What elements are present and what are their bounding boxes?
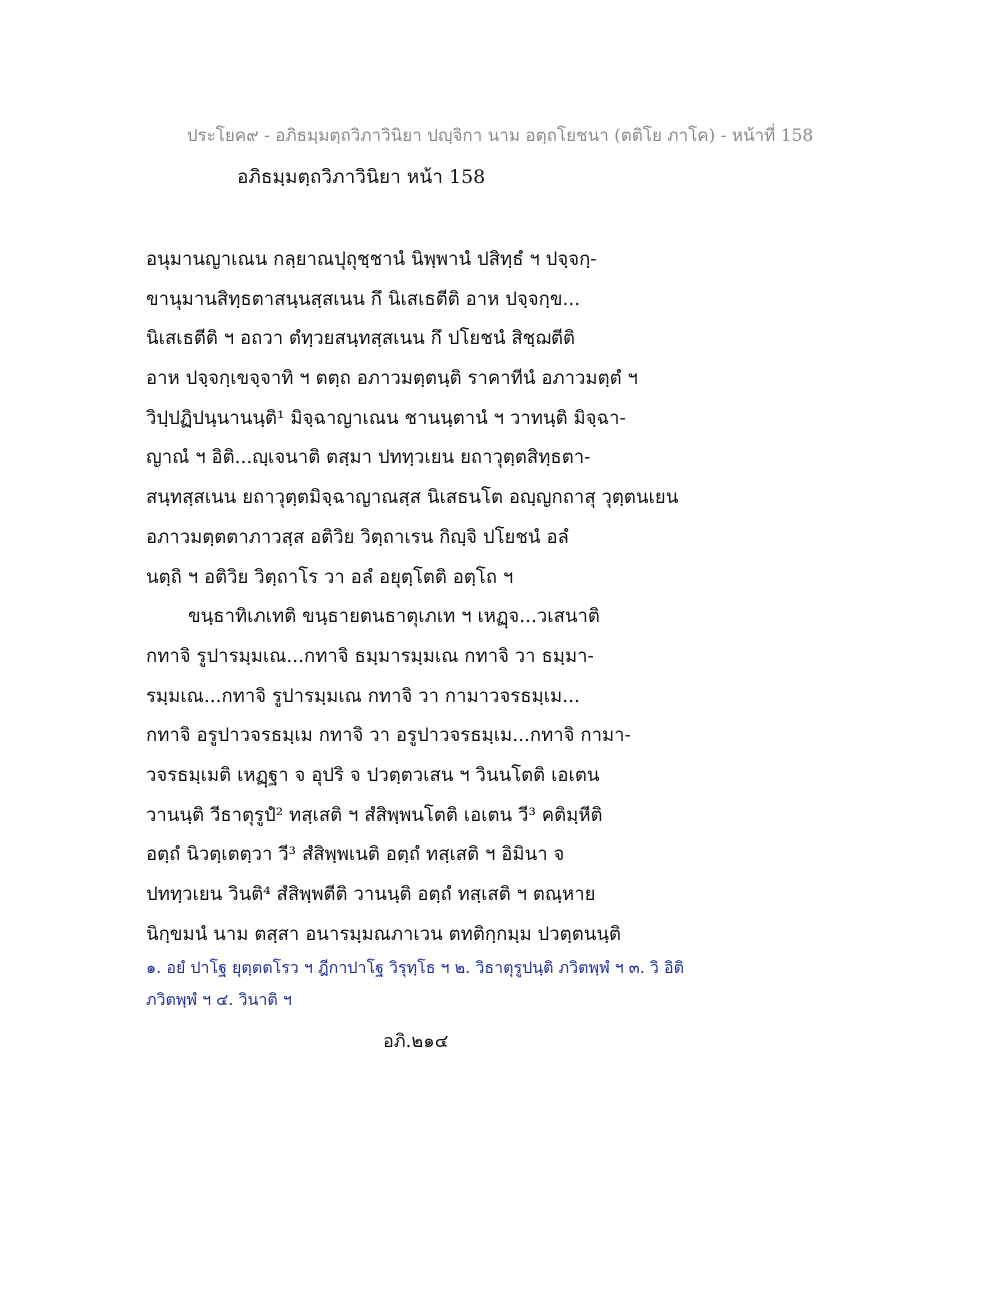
body-line: กทาจิ รูปารมฺมเณ...กทาจิ ธมฺมารมฺมเณ กทาจิ วา ธมฺมา- [146, 645, 594, 667]
body-line: ปททฺวเยน วินติ⁴ สํสิพฺพตีติ วานนฺติ อตฺถํ ทสฺเสติ ฯ ตณฺหาย [146, 884, 596, 905]
body-line: ญาณํ ฯ อิติ...ญฺเจนาติ ตสฺมา ปททฺวเยน ยถาวุตฺตสิทฺธตา- [146, 447, 591, 469]
running-title: ประโยค๙ - อภิธมฺมตฺถวิภาวินิยา ปญฺจิกา นาม อตฺถโยชนา (ตติโย ภาโค) - หน้าที่ 158 [186, 126, 814, 146]
body-line: วิปฺปฏิปนฺนานนฺติ¹ มิจฺฉาญาเณน ชานนฺตานํ ฯ วาทนฺติ มิจฺฉา- [146, 407, 626, 429]
body-line: สนฺทสฺสเนน ยถาวุตฺตมิจฺฉาญาณสฺส นิเสธนโต อญฺญกถาสุ วุตฺตนเยน [146, 487, 679, 509]
body-line: นิเสเธตีติ ฯ อถวา ตํทฺวยสนฺทสฺสเนน กึ ปโยชนํ สิชฺฌตีติ [146, 328, 576, 350]
body-line-paragraph-start: ขนฺธาทิเภเทติ ขนฺธายตนธาตุเภเท ฯ เหฏฺจ...วเสนาติ [188, 606, 600, 628]
body-line: วจรธมฺเมติ เหฏฺฐา จ อุปริ จ ปวตฺตวเสน ฯ วินนโตติ เอเตน [146, 764, 600, 786]
body-line: อภาวมตฺตตาภาวสฺส อติวิย วิตฺถาเรน กิญฺจิ ปโยชนํ อลํ [146, 526, 569, 548]
body-line: ขานุมานสิทฺธตาสนฺนสฺสเนน กึ นิเสเธตีติ อาห ปจฺจกฺข... [146, 288, 581, 310]
body-line: นิกฺขมนํ นาม ตสฺสา อนารมฺมณภาเวน ตทติกฺกมฺม ปวตฺตนนฺติ [146, 923, 622, 945]
body-line: รมฺมเณ...กทาจิ รูปารมฺมเณ กทาจิ วา กามาวจรธมฺเม... [146, 685, 580, 707]
footnotes [146, 952, 826, 1016]
body-line: อาห ปจฺจกฺเขจฺจาทิ ฯ ตตฺถ อภาวมตฺตนฺติ ราคาทีนํ อภาวมตฺตํ ฯ [146, 368, 638, 390]
page-heading: อภิธมฺมตฺถวิภาวินิยา หน้า 158 [237, 166, 486, 188]
body-line: วานนฺติ วีธาตุรูปํ² ทสฺเสติ ฯ สํสิพฺพนโตติ เอเตน วี³ คติมฺหีติ [146, 804, 603, 826]
footnote-line: ๑. อยํ ปาโฐ ยุตฺตตโรว ฯ ฎีกาปาโฐ วิรุทฺโธ ฯ ๒. วิธาตุรูปนฺติ ภวิตพฺพํ ฯ ๓. วิ อิติ [146, 958, 684, 977]
body-line: นตฺถิ ฯ อติวิย วิตฺถาโร วา อลํ อยุตฺโตติ อตฺโถ ฯ [146, 566, 514, 588]
body-line: อนุมานญาเณน กลฺยาณปุถุชฺชานํ นิพฺพานํ ปสิทฺธํ ฯ ปจฺจกฺ- [146, 249, 597, 270]
body-text [146, 240, 846, 954]
footnote-line: ภวิตพฺพํ ฯ ๔. วินาติ ฯ [146, 990, 292, 1009]
body-line: กทาจิ อรูปาวจรธมฺเม กทาจิ วา อรูปาวจรธมฺเม...กทาจิ กามา- [146, 725, 631, 747]
page-code: อภิ.๒๑๔ [383, 1031, 449, 1052]
body-line: อตฺถํ นิวตฺเตตฺวา วี³ สํสิพฺพเนติ อตฺถํ ทสฺเสติ ฯ อิมินา จ [146, 844, 565, 866]
